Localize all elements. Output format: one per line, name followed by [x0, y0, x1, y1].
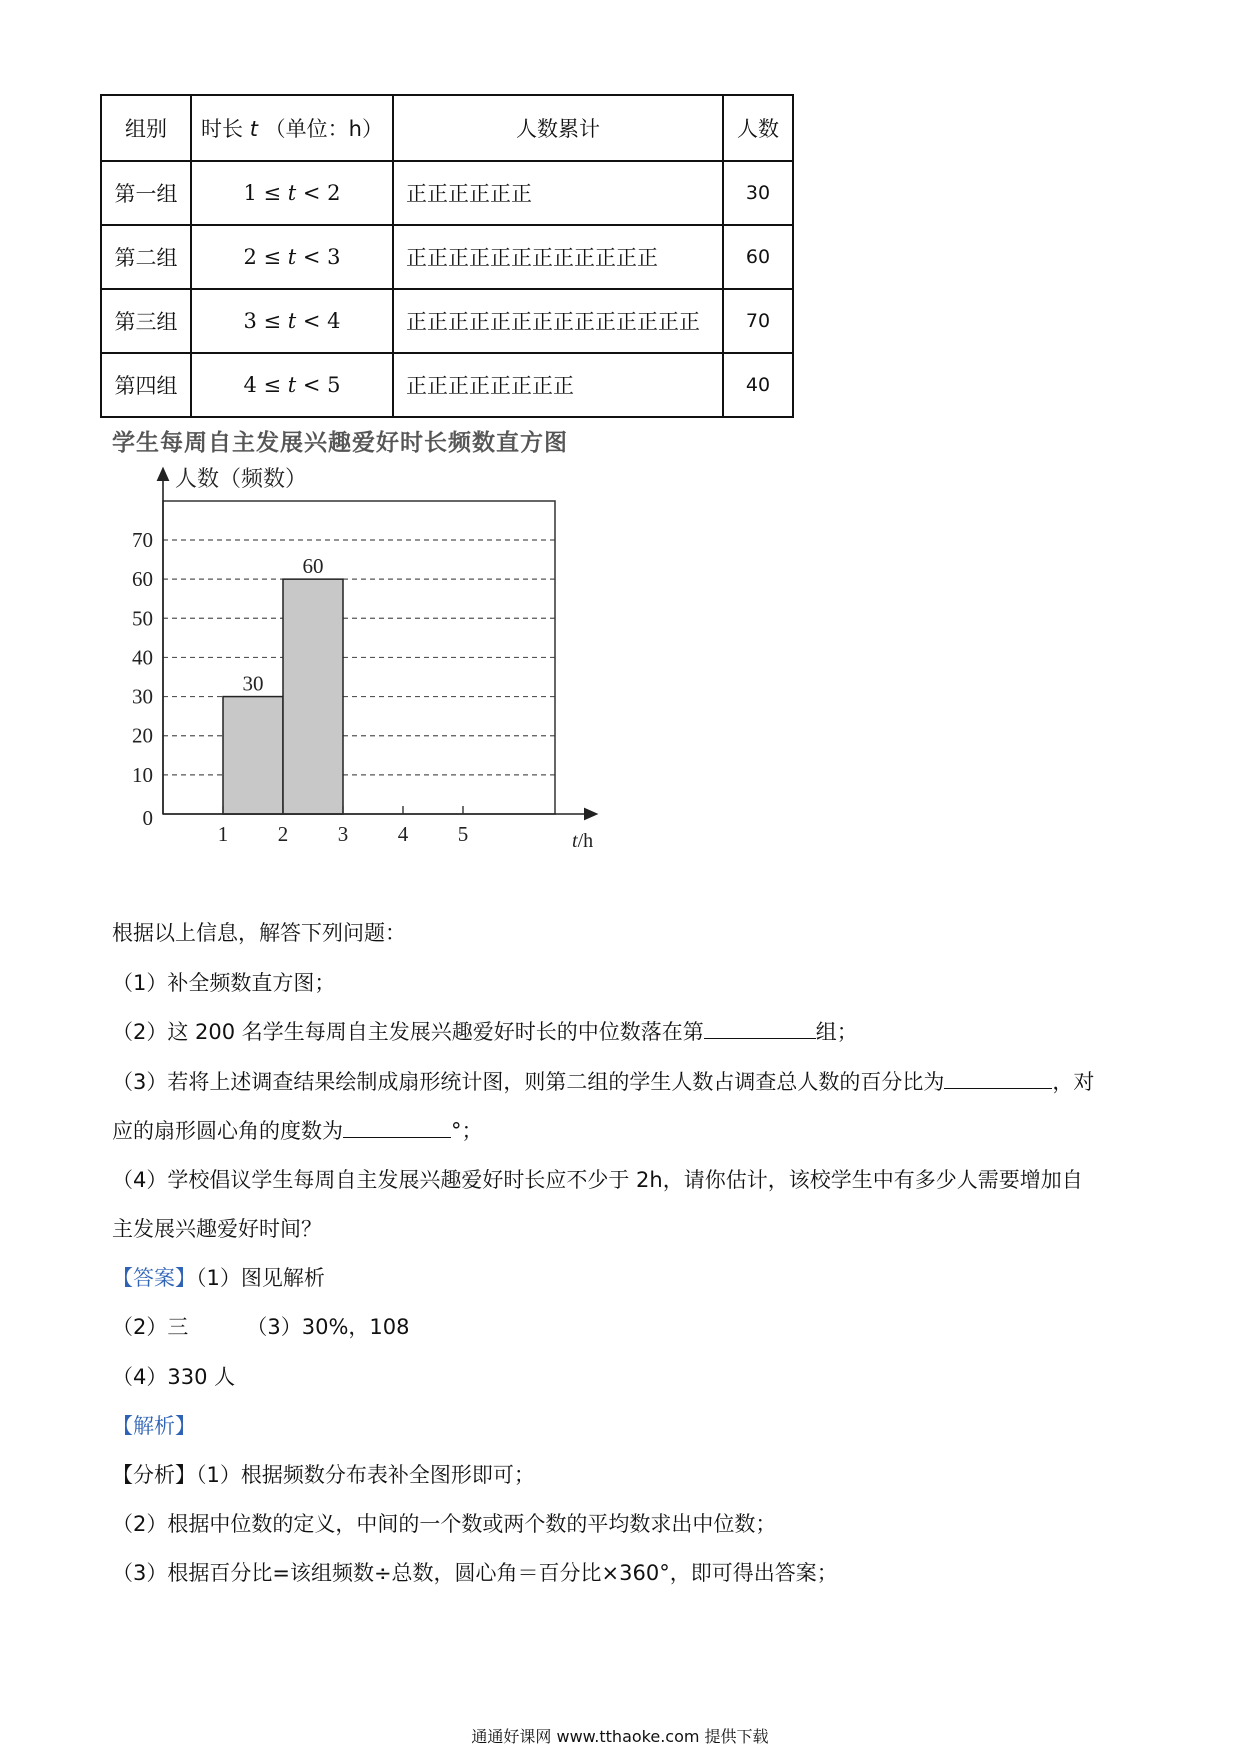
analysis-line-1	[112, 1463, 535, 1488]
header-count: 人数	[723, 95, 793, 161]
x-axis-label	[572, 830, 593, 852]
cell-tally: 正正正正正正	[393, 161, 723, 225]
histogram-bar	[223, 697, 283, 814]
cell-count: 70	[723, 289, 793, 353]
question-4-cont: 主发展兴趣爱好时间？	[112, 1217, 322, 1241]
x-tick-label: 1	[217, 822, 229, 846]
question-2	[112, 1020, 858, 1045]
cell-duration-lo: 3	[243, 309, 257, 333]
answer-blank	[343, 1119, 451, 1138]
cell-tally: 正正正正正正正正正正正正正正	[393, 289, 723, 353]
header-duration-var: t	[249, 117, 258, 141]
header-duration-prefix: 时长	[201, 117, 244, 141]
cell-duration-lo: 2	[243, 245, 257, 269]
y-tick-label: 40	[132, 645, 153, 670]
cell-duration-hi: 5	[327, 373, 341, 397]
question-4: （4）学校倡议学生每周自主发展兴趣爱好时长应不少于 2h，请你估计，该校学生中有多少人需要增加自	[112, 1168, 1083, 1192]
cell-tally: 正正正正正正正正正正正正	[393, 225, 723, 289]
y-tick-label: 0	[142, 806, 153, 830]
question-1: （1）补全频数直方图；	[112, 971, 336, 995]
answer-line-1	[112, 1266, 325, 1291]
answer-line-2	[112, 1315, 410, 1340]
table-row	[101, 225, 793, 289]
cell-group: 第二组	[101, 225, 191, 289]
question-3-cont	[112, 1119, 483, 1144]
cell-duration: 3 ≤ t < 4	[191, 289, 393, 353]
bar-value-label: 60	[302, 554, 324, 579]
table-header-row	[101, 95, 793, 161]
chart-title: 学生每周自主发展兴趣爱好时长频数直方图	[112, 430, 568, 456]
cell-duration: 4 ≤ t < 5	[191, 353, 393, 417]
x-axis-var: t	[572, 830, 578, 852]
table-row	[101, 353, 793, 417]
bars-group	[223, 554, 343, 814]
question-3	[112, 1070, 1094, 1095]
intro-text: 根据以上信息，解答下列问题：	[112, 921, 406, 945]
question-3-cont-text: 应的扇形圆心角的度数为	[112, 1119, 343, 1143]
chart-grid	[163, 540, 555, 775]
cell-group: 第三组	[101, 289, 191, 353]
question-3-tail: ，对	[1052, 1070, 1095, 1094]
question-3-text: （3）若将上述调查结果绘制成扇形统计图，则第二组的学生人数占调查总人数的百分比为	[112, 1070, 945, 1094]
x-tick-label: 2	[277, 822, 289, 846]
answer-3: （3）30%，108	[246, 1315, 410, 1339]
analysis-1: （1）根据频数分布表补全图形即可；	[196, 1463, 535, 1487]
table-row	[101, 161, 793, 225]
header-tally: 人数累计	[393, 95, 723, 161]
answer-blank	[944, 1070, 1052, 1089]
fenxi-tag: 【分析】	[112, 1463, 196, 1487]
answer-2: （2）三	[112, 1315, 189, 1339]
cell-group: 第一组	[101, 161, 191, 225]
question-2-tail: 组；	[815, 1020, 858, 1044]
analysis-tag: 【解析】	[112, 1414, 196, 1438]
y-tick-label: 50	[132, 606, 153, 631]
y-tick-label: 60	[132, 567, 153, 592]
histogram-bar	[283, 579, 343, 814]
analysis-line-3: （3）根据百分比=该组频数÷总数，圆心角＝百分比×360°，即可得出答案；	[112, 1561, 838, 1585]
cell-duration: 2 ≤ t < 3	[191, 225, 393, 289]
page-footer: 通通好课网 www.tthaoke.com 提供下载	[471, 1727, 769, 1746]
header-duration	[191, 95, 393, 161]
x-tick-label: 4	[397, 822, 409, 846]
cell-duration-hi: 2	[327, 181, 341, 205]
bar-value-label: 30	[242, 671, 264, 696]
y-axis-label: 人数（频数）	[175, 467, 308, 492]
cell-count: 30	[723, 161, 793, 225]
header-duration-unit: （单位：h）	[264, 117, 383, 141]
cell-duration: 1 ≤ t < 2	[191, 161, 393, 225]
cell-count: 40	[723, 353, 793, 417]
question-3-cont-tail: °；	[451, 1119, 483, 1143]
x-tick-label: 3	[337, 822, 349, 846]
cell-count: 60	[723, 225, 793, 289]
answer-tag: 【答案】	[112, 1266, 196, 1290]
y-tick-label: 70	[132, 528, 153, 552]
cell-duration-lo: 4	[243, 373, 257, 397]
answer-4: （4）330 人	[112, 1365, 236, 1389]
header-group: 组别	[101, 95, 191, 161]
y-tick-label: 20	[132, 723, 153, 748]
analysis-line-2: （2）根据中位数的定义，中间的一个数或两个数的平均数求出中位数；	[112, 1512, 777, 1536]
cell-duration-hi: 4	[327, 309, 341, 333]
x-tick-label: 5	[457, 822, 469, 846]
answer-1: （1）图见解析	[196, 1266, 325, 1290]
table-row	[101, 289, 793, 353]
frequency-table	[100, 94, 794, 418]
cell-group: 第四组	[101, 353, 191, 417]
y-ticks	[132, 528, 153, 830]
x-axis-unit: /h	[577, 830, 594, 852]
histogram-chart	[100, 455, 620, 855]
cell-duration-hi: 3	[327, 245, 341, 269]
cell-tally: 正正正正正正正正	[393, 353, 723, 417]
question-2-text: （2）这 200 名学生每周自主发展兴趣爱好时长的中位数落在第	[112, 1020, 704, 1044]
answer-blank	[704, 1020, 816, 1039]
y-tick-label: 10	[132, 762, 153, 787]
cell-duration-lo: 1	[243, 181, 257, 205]
y-tick-label: 30	[132, 684, 153, 709]
